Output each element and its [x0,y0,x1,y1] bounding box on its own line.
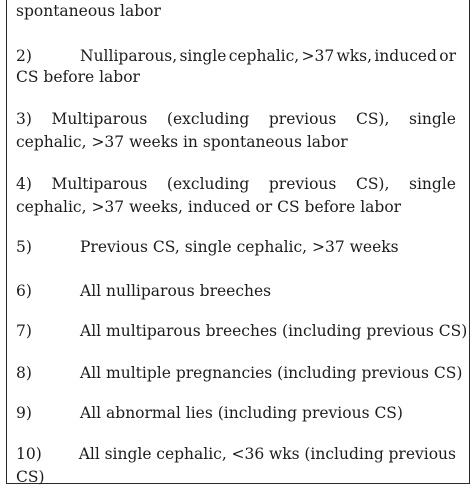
row-10-line-2: CS) [16,468,45,486]
row-2-word: or [439,47,456,65]
row-10-word: single [104,445,152,463]
row-10-word: (including [304,445,384,463]
row-9 [16,402,403,424]
row-1-line-2: spontaneous labor [16,2,161,20]
row-7 [16,320,467,342]
row-6 [16,280,271,302]
row-4-word: Multiparous [51,175,148,193]
row-4-number: 4) [16,175,32,193]
row-10-word: previous [388,445,456,463]
row-4-word: (excluding [166,175,250,193]
row-3-line-1 [16,108,456,130]
row-3-number: 3) [16,110,32,128]
row-10-word: All [78,445,100,463]
row-10-word: cephalic, [156,445,227,463]
row-3-line-2: cephalic, >37 weeks in spontaneous labor [16,133,348,151]
row-8-text: All multiple pregnancies (including previous CS) [80,364,463,382]
row-8-number: 8) [16,364,32,382]
row-10-word: <36 [231,445,265,463]
row-2-word: induced [374,47,437,65]
row-9-number: 9) [16,404,32,422]
row-2-word: >37 [301,47,335,65]
row-3-word: Multiparous [51,110,148,128]
row-5-text: Previous CS, single cephalic, >37 weeks [80,238,399,256]
row-3-word: previous [268,110,337,128]
row-3-word: single [408,110,456,128]
row-8 [16,362,462,384]
row-7-text: All multiparous breeches (including previous CS) [80,322,468,340]
row-2-word: Nulliparous, [80,47,178,65]
row-2-word: single [179,47,227,65]
row-10-line-1 [16,443,456,465]
row-4-word: previous [268,175,337,193]
row-2 [16,45,456,67]
row-9-text: All abnormal lies (including previous CS) [80,404,403,422]
row-5-number: 5) [16,238,32,256]
row-4-word: CS), [355,175,390,193]
row-2-word: wks, [336,47,373,65]
row-2-word: cephalic, [228,47,300,65]
row-3-word: (excluding [166,110,250,128]
row-2-line-1 [80,45,456,67]
row-6-text: All nulliparous breeches [80,282,272,300]
row-4-line-2: cephalic, >37 weeks, induced or CS before labor [16,198,402,216]
row-3-word: CS), [355,110,390,128]
row-6-number: 6) [16,282,32,300]
row-10-number: 10) [16,445,42,463]
row-5 [16,236,399,258]
row-2-number: 2) [16,47,32,65]
row-7-number: 7) [16,322,32,340]
row-10-word: wks [268,445,300,463]
row-4-line-1 [16,173,456,195]
row-4-word: single [408,175,456,193]
row-2-line-2: CS before labor [16,68,140,86]
